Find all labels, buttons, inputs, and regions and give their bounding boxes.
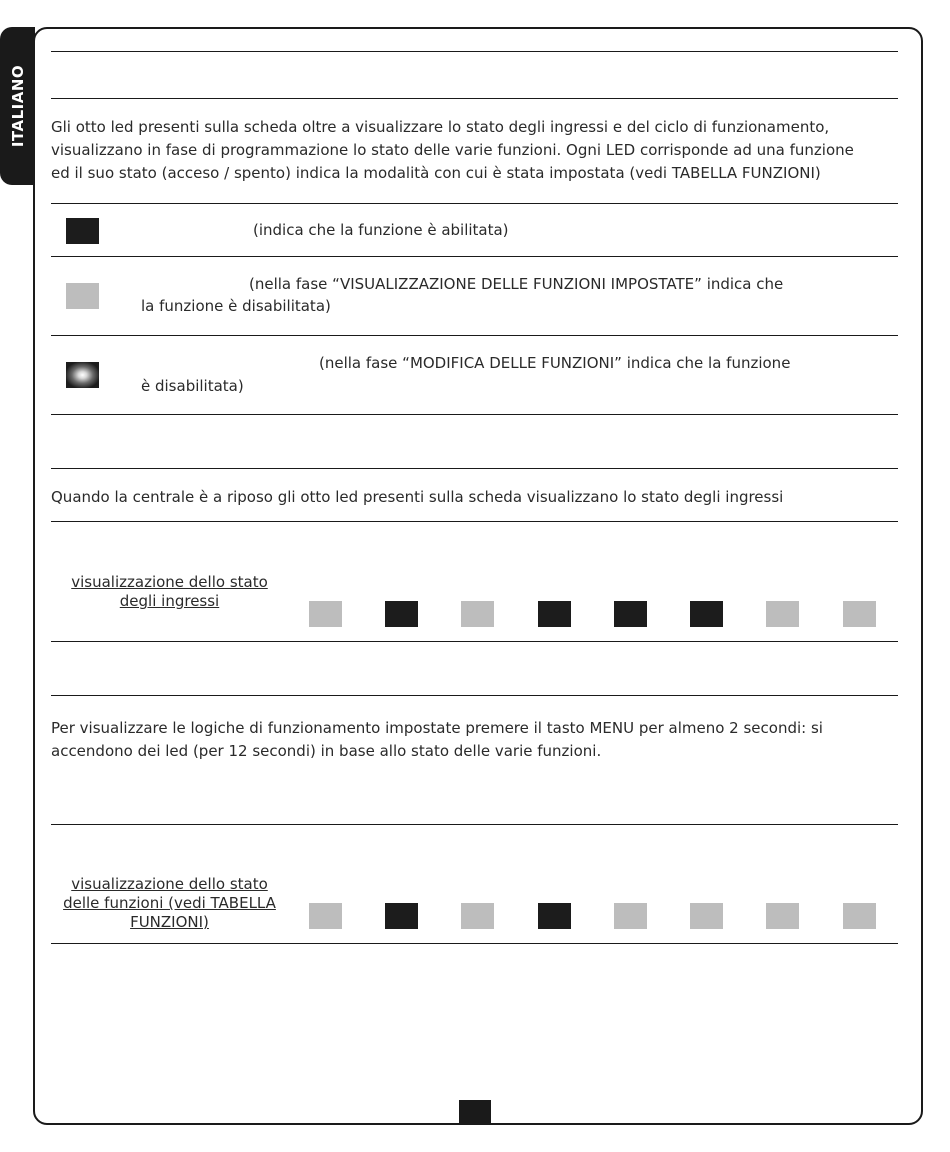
divider: [51, 695, 898, 696]
menu-view-line: Per visualizzare le logiche di funzionamento impostate premere il tasto MENU per almeno 2 secondi: si: [51, 719, 823, 737]
led-6-on-icon: [690, 601, 723, 627]
rest-state-label: [52, 573, 287, 611]
led-4-on-icon: [538, 903, 571, 929]
led-1-off-icon: [309, 601, 342, 627]
legend-off-text: la funzione è disabilitata): [141, 297, 331, 315]
intro-line: ed il suo stato (acceso / spento) indica la modalità con cui è stata impostata (vedi TABELLA FUNZIONI): [51, 164, 821, 182]
divider: [51, 256, 898, 257]
led-5-on-icon: [614, 601, 647, 627]
menu-view-line: accendono dei led (per 12 secondi) in base allo stato delle varie funzioni.: [51, 742, 602, 760]
intro-line: visualizzano in fase di programmazione lo stato delle varie funzioni. Ogni LED corrisponde ad una funzione: [51, 141, 854, 159]
rest-state-text: Quando la centrale è a riposo gli otto led presenti sulla scheda visualizzano lo stato degli ingressi: [51, 488, 784, 506]
led-8-off-icon: [843, 903, 876, 929]
page-marker: [459, 1100, 491, 1125]
rest-state-label-line: visualizzazione dello stato: [71, 573, 268, 591]
led-3-off-icon: [461, 903, 494, 929]
legend-led-on-icon: [66, 218, 99, 244]
divider: [51, 98, 898, 99]
divider: [51, 203, 898, 204]
led-8-off-icon: [843, 601, 876, 627]
menu-view-label-line: delle funzioni (vedi TABELLA: [63, 894, 276, 912]
legend-off-text: (nella fase “VISUALIZZAZIONE DELLE FUNZIONI IMPOSTATE” indica che: [249, 275, 784, 293]
rest-state-label-line: degli ingressi: [119, 592, 220, 610]
language-tab-label: ITALIANO: [8, 64, 27, 148]
divider: [51, 414, 898, 415]
divider: [51, 335, 898, 336]
legend-led-blink-icon: [66, 362, 99, 388]
language-tab: [0, 27, 35, 185]
led-1-off-icon: [309, 903, 342, 929]
legend-led-off-icon: [66, 283, 99, 309]
divider: [51, 51, 898, 52]
divider: [51, 641, 898, 642]
divider: [51, 943, 898, 944]
menu-view-label: [52, 875, 287, 932]
legend-blink-text: è disabilitata): [141, 377, 244, 395]
led-7-off-icon: [766, 601, 799, 627]
led-2-on-icon: [385, 601, 418, 627]
legend-blink-text: (nella fase “MODIFICA DELLE FUNZIONI” indica che la funzione: [319, 354, 791, 372]
divider: [51, 824, 898, 825]
led-7-off-icon: [766, 903, 799, 929]
menu-view-label-line: visualizzazione dello stato: [71, 875, 268, 893]
led-5-off-icon: [614, 903, 647, 929]
divider: [51, 521, 898, 522]
led-6-off-icon: [690, 903, 723, 929]
led-2-on-icon: [385, 903, 418, 929]
led-3-off-icon: [461, 601, 494, 627]
divider: [51, 468, 898, 469]
led-4-on-icon: [538, 601, 571, 627]
legend-on-text: (indica che la funzione è abilitata): [253, 221, 509, 239]
menu-view-label-line: FUNZIONI): [130, 913, 209, 931]
intro-line: Gli otto led presenti sulla scheda oltre a visualizzare lo stato degli ingressi e del ciclo di funzionamento,: [51, 118, 830, 136]
